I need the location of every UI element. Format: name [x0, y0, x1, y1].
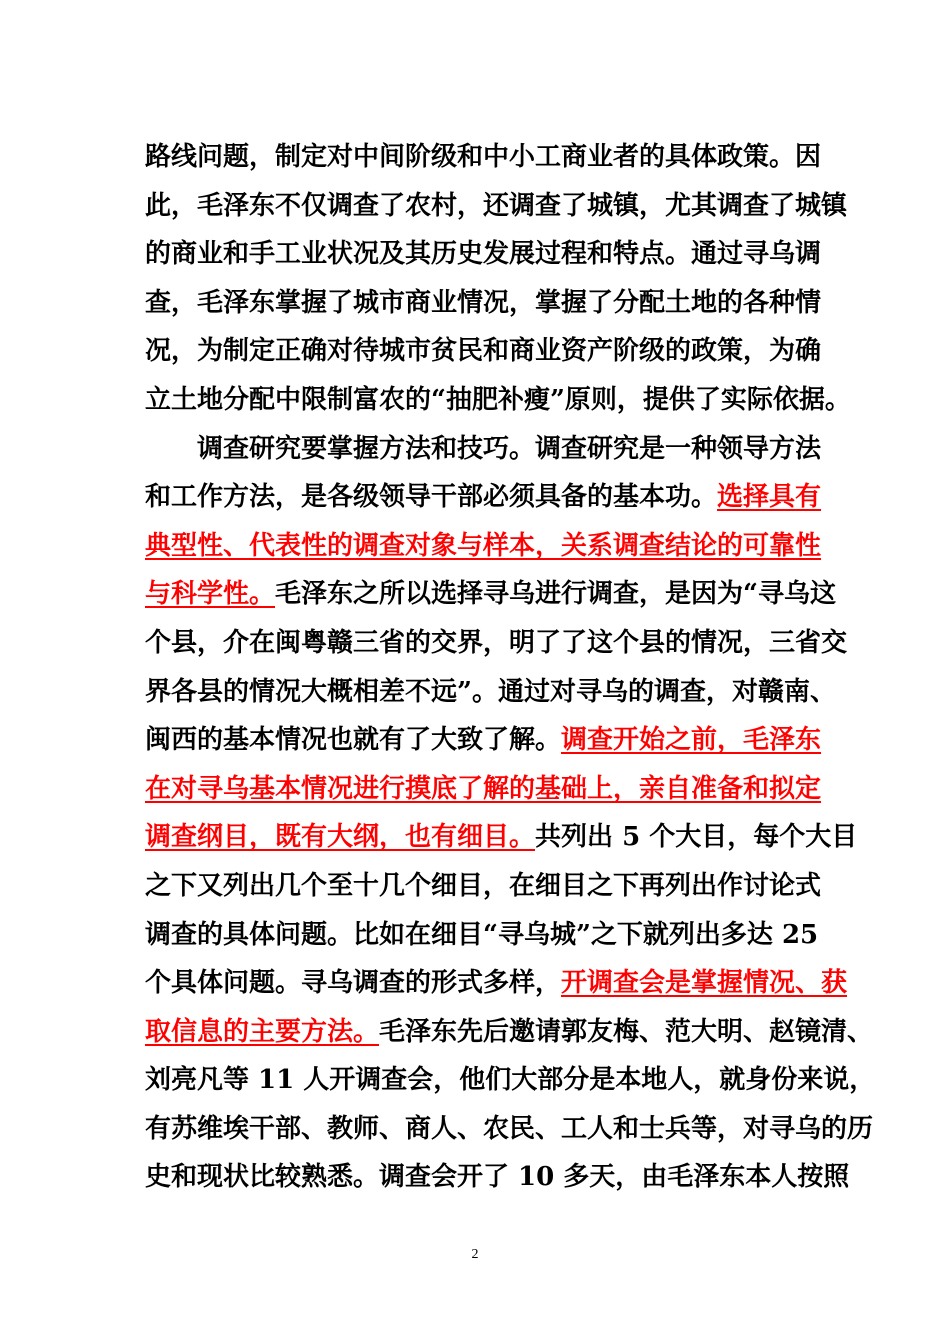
highlighted-text: 典型性、代表性的调查对象与样本，关系调查结论的可靠性 — [145, 530, 822, 561]
text-line — [145, 1056, 876, 1105]
document-body — [145, 133, 876, 1202]
text-line — [145, 182, 848, 231]
text-line — [145, 813, 858, 862]
text-line — [145, 522, 822, 571]
highlighted-text: 调查纲目，既有大纲，也有细目。 — [145, 822, 536, 853]
text-line — [145, 668, 836, 717]
body-text: 调查的具体问题。比如在细目“寻乌城”之下就列出多达 25 — [145, 919, 819, 950]
text-line — [145, 1105, 874, 1154]
body-text: 刘亮凡等 11 人开调查会，他们大部分是本地人，就身份来说， — [145, 1065, 876, 1096]
highlighted-text: 取信息的主要方法。 — [145, 1016, 380, 1047]
page-number: 2 — [471, 1247, 479, 1262]
text-line — [145, 473, 822, 522]
text-line — [145, 376, 851, 425]
body-text: 个县，介在闽粤赣三省的交界，明了了这个县的情况，三省交 — [145, 627, 848, 658]
body-text: 个具体问题。寻乌调查的形式多样， — [145, 968, 562, 999]
text-line — [145, 327, 822, 376]
body-text: 况，为制定正确对待城市贫民和商业资产阶级的政策，为确 — [145, 336, 822, 367]
body-text: 毛泽东之所以选择寻乌进行调查，是因为“寻乌这 — [275, 579, 836, 610]
bold-heading-text: 调查研究要掌握方法和技巧。 — [197, 433, 536, 464]
text-line — [145, 959, 848, 1008]
body-text: 共列出 5 个大目，每个大目 — [535, 822, 858, 853]
text-line — [145, 716, 822, 765]
body-text: 有苏维埃干部、教师、商人、农民、工人和士兵等，对寻乌的历 — [145, 1113, 874, 1144]
body-text: 路线问题，制定对中间阶级和中小工商业者的具体政策。因 — [145, 142, 822, 172]
text-line — [145, 1153, 850, 1202]
highlighted-text: 与科学性。 — [145, 579, 276, 610]
body-text: 界各县的情况大概相差不远”。通过对寻乌的调查，对赣南、 — [145, 676, 836, 707]
text-line — [145, 133, 822, 182]
body-text: 史和现状比较熟悉。调查会开了 10 多天，由毛泽东本人按照 — [145, 1162, 850, 1193]
text-line — [145, 911, 819, 960]
text-line — [145, 570, 836, 619]
body-text: 查，毛泽东掌握了城市商业情况，掌握了分配土地的各种情 — [145, 287, 822, 318]
body-text: 的商业和手工业状况及其历史发展过程和特点。通过寻乌调 — [145, 239, 822, 270]
highlighted-text: 调查开始之前，毛泽东 — [561, 725, 822, 756]
text-line — [145, 765, 822, 814]
body-text: 毛泽东先后邀请郭友梅、范大明、赵镜清、 — [379, 1016, 874, 1047]
body-text: 调查研究是一种领导方法 — [535, 433, 822, 464]
body-text: 立土地分配中限制富农的“抽肥补瘦”原则，提供了实际依据。 — [145, 384, 851, 415]
body-text: 闽西的基本情况也就有了大致了解。 — [145, 725, 562, 756]
text-line — [145, 425, 822, 474]
body-text: 和工作方法，是各级领导干部必须具备的基本功。 — [145, 482, 718, 513]
highlighted-text: 选择具有 — [717, 482, 822, 513]
text-line — [145, 230, 822, 279]
text-line — [145, 279, 822, 328]
highlighted-text: 在对寻乌基本情况进行摸底了解的基础上，亲自准备和拟定 — [145, 773, 822, 804]
body-text: 此，毛泽东不仅调查了农村，还调查了城镇，尤其调查了城镇 — [145, 190, 848, 221]
body-text: 之下又列出几个至十几个细目，在细目之下再列出作讨论式 — [145, 870, 822, 901]
text-line — [145, 619, 848, 668]
text-line — [145, 1008, 874, 1057]
text-line — [145, 862, 822, 911]
highlighted-text: 开调查会是掌握情况、获 — [561, 968, 848, 999]
